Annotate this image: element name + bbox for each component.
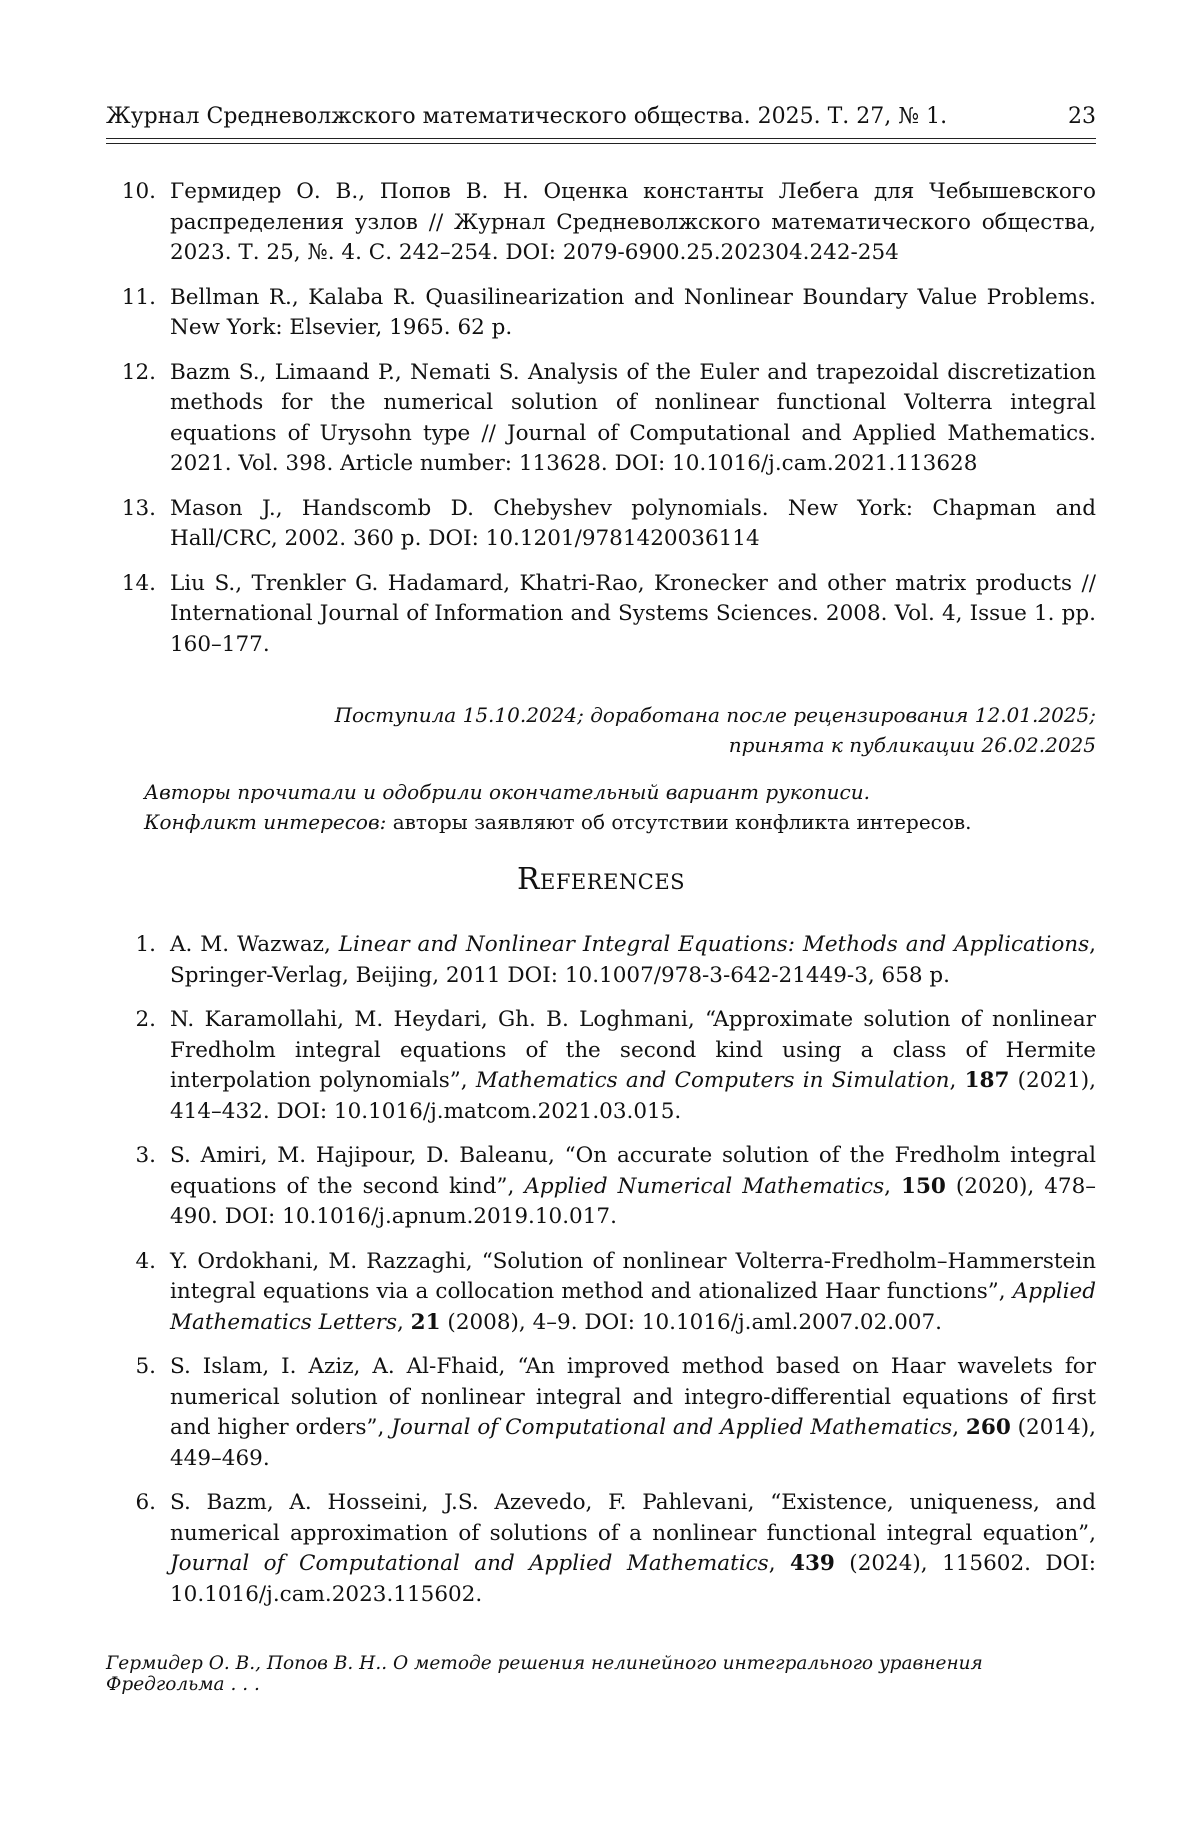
reference-number: 1. <box>135 932 156 957</box>
reference-item: 6. S. Bazm, A. Hosseini, J.S. Azevedo, F. Pahlevani, “Existence, uniqueness, and numerical approximation of solutions of a nonlinear functional integral equation”, Journal of Computational and Applied Mathematics, 439 (2024), 115602. DOI: 10.1016/j.cam.2023.115602. <box>106 1488 1096 1610</box>
reference-item <box>106 569 1096 661</box>
reference-journal: Journal of Computational and Applied Mathematics <box>391 1415 953 1440</box>
reference-volume: 439 <box>789 1551 835 1576</box>
reference-details: (2020), 478–490. DOI: 10.1016/j.apnum.2019.10.017. <box>170 1173 1096 1229</box>
approval-statement: Авторы прочитали и одобрили окончательный вариант рукописи. <box>144 780 870 804</box>
reference-item <box>106 494 1096 555</box>
reference-number: 14. <box>121 570 156 596</box>
reference-authors-title: Y. Ordokhani, M. Razzaghi, “Solution of nonlinear Volterra-Fredholm–Hammerstein integral equations via a collocation method and ationalized Haar functions”, <box>170 1248 1096 1304</box>
references-heading: References <box>516 862 686 897</box>
reference-text: Bazm S., Limaand P., Nemati S. Analysis of the Euler and trapezoidal discretization methods for the numerical solution of nonlinear functional Volterra integral equations of Urysohn type // Journal of Computational and Applied Mathematics. 2021. Vol. 398. Article number: 113628. DOI: 10.1016/j.cam.2021.113628 <box>170 359 1096 476</box>
reference-authors: A. M. Wazwaz, <box>170 932 339 957</box>
reference-number: 3. <box>135 1143 156 1168</box>
english-reference-list <box>106 930 1096 1624</box>
reference-journal: Journal of Computational and Applied Mathematics <box>170 1551 769 1576</box>
reference-text: Bellman R., Kalaba R. Quasilinearization and Nonlinear Boundary Value Problems. New York: Elsevier, 1965. 62 p. <box>170 284 1096 340</box>
reference-volume: 187 <box>964 1068 1010 1093</box>
received-line: Поступила 15.10.2024; доработана после рецензирования 12.01.2025; <box>334 703 1096 727</box>
reference-item <box>106 358 1096 480</box>
reference-number: 5. <box>135 1354 156 1379</box>
journal-title: Журнал Средневолжского математического общества. 2025. Т. 27, № 1. <box>106 104 948 129</box>
reference-number: 2. <box>135 1007 156 1032</box>
reference-item: 5. S. Islam, I. Aziz, A. Al-Fhaid, “An improved method based on Haar wavelets for numerical solution of nonlinear integral and integro-differential equations of first and higher orders”, Journal of Computational and Applied Mathematics, 260 (2014), 449–469. <box>106 1352 1096 1474</box>
reference-text: Liu S., Trenkler G. Hadamard, Khatri-Rao, Kronecker and other matrix products // International Journal of Information and Systems Sciences. 2008. Vol. 4, Issue 1. pp. 160–177. <box>170 570 1096 657</box>
reference-item: 4. Y. Ordokhani, M. Razzaghi, “Solution of nonlinear Volterra-Fredholm–Hammerstein integral equations via a collocation method and ationalized Haar functions”, Applied Mathematics Letters, 21 (2008), 4–9. DOI: 10.1016/j.aml.2007.02.007. <box>106 1247 1096 1339</box>
reference-text: Гермидер О. В., Попов В. Н. Оценка константы Лебега для Чебышевского распределения узлов // Журнал Средневолжского математического общества, 2023. Т. 25, №. 4. С. 242–254. DOI: 2079-6900.25.202304.242-254 <box>170 179 1096 265</box>
reference-authors-title: S. Islam, I. Aziz, A. Al-Fhaid, “An improved method based on Haar wavelets for numerical solution of nonlinear integral and integro-differential equations of first and higher orders”, <box>170 1354 1096 1440</box>
reference-details: (2021), 414–432. DOI: 10.1016/j.matcom.2021.03.015. <box>170 1068 1096 1124</box>
reference-volume: 150 <box>900 1173 946 1199</box>
reference-item <box>106 930 1096 991</box>
reference-number: 4. <box>135 1248 156 1274</box>
received-dates <box>106 700 1096 760</box>
reference-journal: Applied Numerical Mathematics <box>524 1173 885 1199</box>
reference-volume: 260 <box>965 1415 1011 1440</box>
running-footer: Гермидер О. В., Попов В. Н.. О методе решения нелинейного интегрального уравнения Фредгольма . . . <box>106 1653 983 1695</box>
reference-item: 2. N. Karamollahi, M. Heydari, Gh. B. Loghmani, “Approximate solution of nonlinear Fredholm integral equations of the second kind using a class of Hermite interpolation polynomials”, Mathematics and Computers in Simulation, 187 (2021), 414–432. DOI: 10.1016/j.matcom.2021.03.015. <box>106 1005 1096 1127</box>
accepted-line: принята к публикации 26.02.2025 <box>728 733 1096 757</box>
reference-details: (2024), 115602. DOI: 10.1016/j.cam.2023.115602. <box>170 1551 1097 1607</box>
reference-details: (2014), 449–469. <box>170 1415 1096 1471</box>
page <box>106 0 1096 1835</box>
reference-authors-title: S. Amiri, M. Hajipour, D. Baleanu, “On accurate solution of the Fredholm integral equations of the second kind”, <box>170 1143 1096 1199</box>
reference-details: , Springer-Verlag, Beijing, 2011 DOI: 10.1007/978-3-642-21449-3, 658 p. <box>170 932 1096 988</box>
reference-journal: Applied Mathematics Letters <box>170 1279 1096 1335</box>
reference-number: 11. <box>121 284 156 310</box>
russian-reference-list <box>106 177 1096 674</box>
reference-number: 10. <box>121 179 156 204</box>
reference-book-title: Linear and Nonlinear Integral Equations: Methods and Applications <box>338 932 1090 957</box>
reference-number: 6. <box>135 1490 156 1515</box>
conflict-statement <box>144 807 972 837</box>
reference-number: 12. <box>121 359 156 385</box>
reference-text: Mason J., Handscomb D. Chebyshev polynomials. New York: Chapman and Hall/CRC, 2002. 360 p. DOI: 10.1201/9781420036114 <box>170 495 1096 551</box>
conflict-label: Конфликт интересов: <box>144 810 387 834</box>
reference-authors-title: N. Karamollahi, M. Heydari, Gh. B. Loghmani, “Approximate solution of nonlinear Fredholm integral equations of the second kind using a class of Hermite interpolation polynomials”, <box>170 1007 1096 1093</box>
reference-item <box>106 283 1096 344</box>
conflict-text: авторы заявляют об отсутствии конфликта интересов. <box>386 810 972 834</box>
reference-details: (2008), 4–9. DOI: 10.1016/j.aml.2007.02.007. <box>440 1309 942 1335</box>
header-rule-bottom <box>106 143 1096 144</box>
reference-journal: Mathematics and Computers in Simulation <box>475 1068 950 1093</box>
reference-item: 3. S. Amiri, M. Hajipour, D. Baleanu, “On accurate solution of the Fredholm integral equations of the second kind”, Applied Numerical Mathematics, 150 (2020), 478–490. DOI: 10.1016/j.apnum.2019.10.017. <box>106 1141 1096 1233</box>
header-rule-top <box>106 138 1096 139</box>
reference-authors-title: S. Bazm, A. Hosseini, J.S. Azevedo, F. Pahlevani, “Existence, uniqueness, and numerical approximation of solutions of a nonlinear functional integral equation”, <box>170 1490 1096 1546</box>
reference-number: 13. <box>121 495 156 521</box>
page-number: 23 <box>1068 104 1096 129</box>
reference-item <box>106 177 1096 269</box>
running-header <box>106 104 1096 129</box>
authors-statement <box>144 777 972 837</box>
reference-volume: 21 <box>410 1309 441 1335</box>
